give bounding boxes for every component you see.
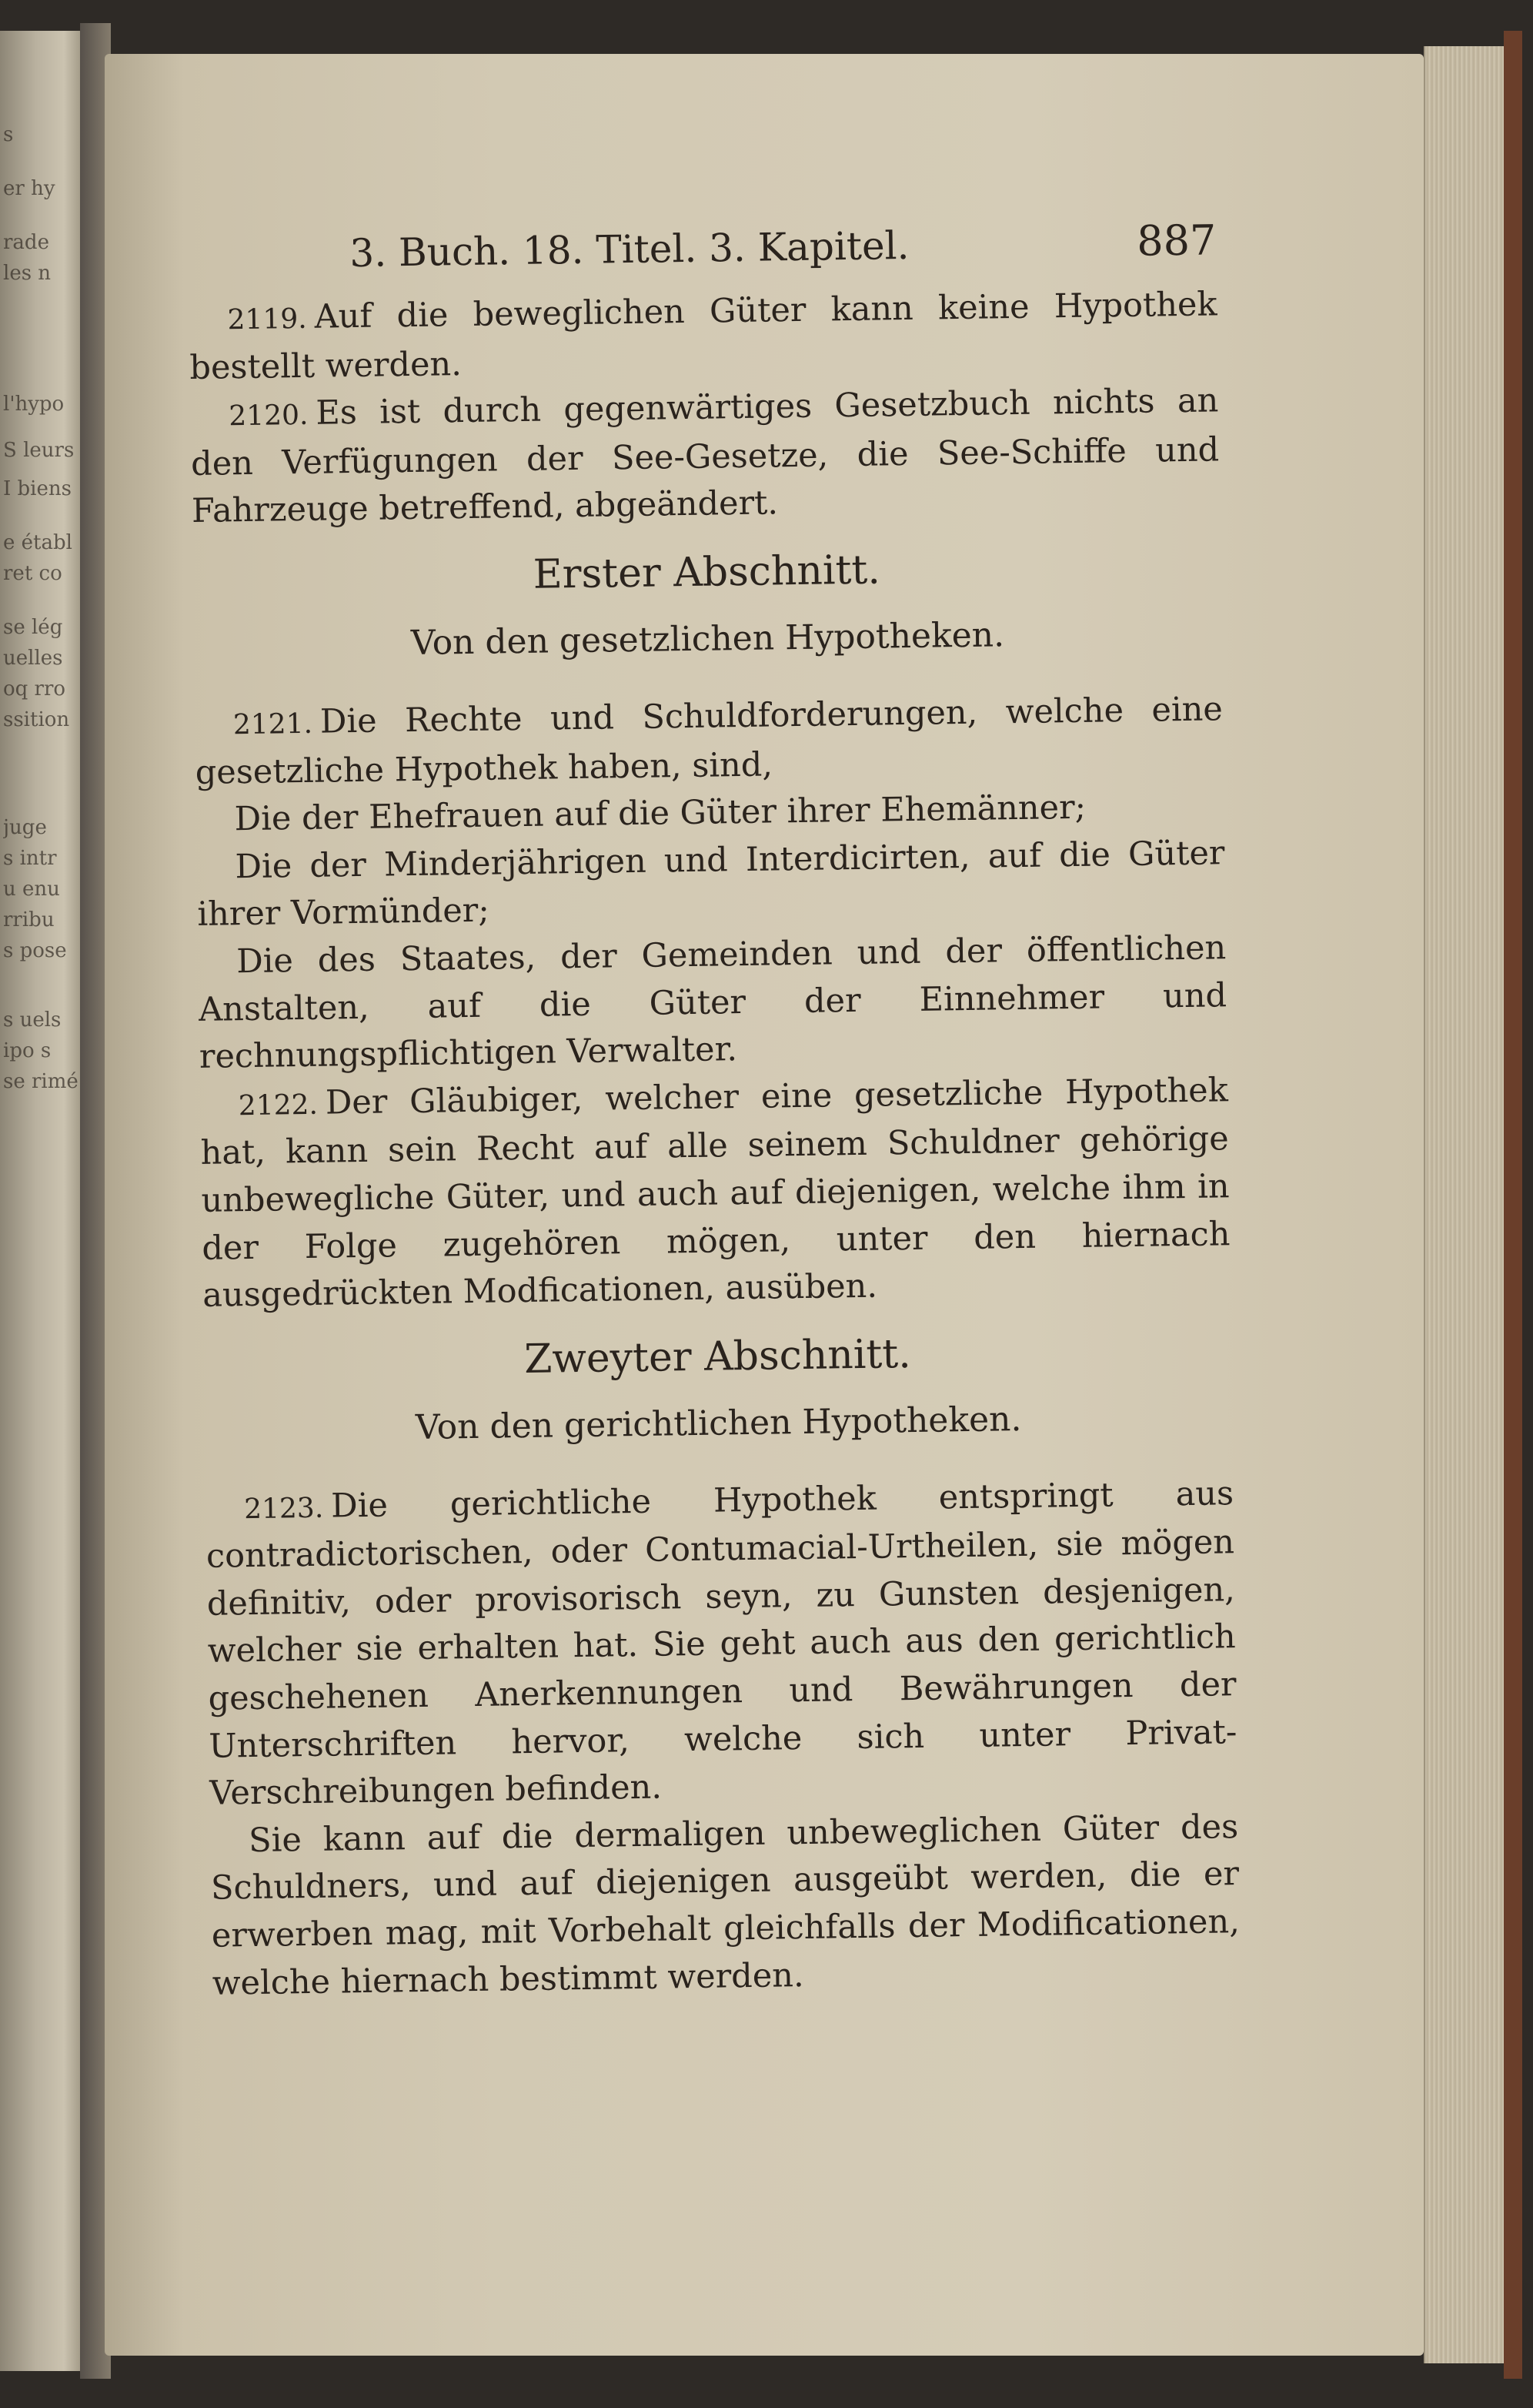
fragment: se rimé (3, 1070, 78, 1093)
fragment: S leurs (3, 439, 75, 462)
article-2120 (190, 378, 1220, 536)
article-2121 (195, 686, 1224, 797)
section-subtitle-2: Von den gerichtlichen Hypotheken. (415, 1399, 1022, 1447)
fragment: ssition (3, 708, 70, 731)
article-text: Die Rechte und Schuldforderungen, welche eine gesetzliche Hypothek haben, sind, (195, 690, 1224, 792)
article-2121-item: Die der Ehefrauen auf die Güter ihrer Ehemänner; (234, 788, 1087, 839)
page-number: 887 (1136, 216, 1217, 266)
section-title-1: Erster Abschnitt. (533, 547, 881, 598)
fragment: er hy (3, 177, 55, 200)
article-number: 2123. (243, 1492, 324, 1525)
fragment: s (3, 123, 14, 146)
fragment: s intr (3, 847, 57, 870)
article-number: 2121. (232, 707, 313, 741)
article-number: 2120. (229, 400, 309, 433)
section-subtitle-1: Von den gesetzlichen Hypotheken. (410, 615, 1005, 663)
article-2121-item: Die der Minderjährigen und Interdicirten, auf die Güter ihrer Vormünder; (197, 834, 1225, 935)
page-text (188, 216, 1241, 2008)
section-title-2: Zweyter Abschnitt. (523, 1330, 912, 1383)
fragment: l'hypo (3, 393, 65, 416)
fragment: rade (3, 231, 49, 254)
article-2123 (205, 1470, 1238, 1818)
book-cover-edge (1504, 31, 1522, 2379)
fragment: ret co (3, 562, 62, 585)
article-number: 2119. (227, 303, 307, 336)
article-number: 2122. (238, 1089, 319, 1122)
article-text: Die gerichtliche Hypothek entspringt aus contradictorischen, oder Contumacial-Urtheilen, sie mögen definitiv, oder provisorisch seyn, zu Gunsten desjenigen, welcher sie erhalten hat. Sie geht auch aus den gerichtlich geschehenen Anerkennungen und Bewährungen der Unterschriften hervor, welche sich unter Privat-Verschreibungen befinden. (205, 1473, 1237, 1814)
article-text: Der Gläubiger, welcher eine gesetzliche Hypothek hat, kann sein Recht auf alle seinem Schuldner gehörige unbewegliche Güter, und auch auf diejenigen, welche ihm in der Folge zugehören mögen, unter den hiernach ausgedrückten Modficationen, ausüben. (200, 1070, 1231, 1315)
fragment: I biens (3, 477, 72, 500)
fragment: e établ (3, 531, 72, 554)
facing-page-edge (0, 31, 80, 2371)
fragment: juge (3, 816, 47, 839)
article-2121-item: Die des Staates, der Gemeinden und der öffentlichen Anstalten, auf die Güter der Einnehmer und rechnungspflichtigen Verwalter. (198, 928, 1227, 1077)
fragment: rribu (3, 908, 55, 931)
article-text: Auf die beweglichen Güter kann keine Hypothek bestellt werden. (189, 285, 1217, 387)
fragment: se lég (3, 616, 63, 639)
fragment: s uels (3, 1008, 62, 1032)
fragment: uelles (3, 647, 63, 670)
article-text: Es ist durch gegenwärtiges Gesetzbuch nichts an den Verfügungen der See-Gesetze, die See-Schiffe und Fahrzeuge betreffend, abgeändert. (190, 381, 1220, 531)
fragment: u enu (3, 878, 60, 901)
fragment: ipo s (3, 1039, 52, 1062)
page-edges (1424, 46, 1505, 2363)
fragment: s pose (3, 939, 67, 962)
fragment: les n (3, 262, 52, 285)
article-2123-paragraph: Sie kann auf die dermaligen unbeweglichen Güter des Schuldners, und auf diejenigen ausgeübt werden, die er erwerben mag, mit Vorbehalt gleichfalls der Modificationen, welche hiernach bestimmt werden. (210, 1807, 1241, 2003)
fragment: oq rro (3, 677, 66, 701)
article-2122 (199, 1067, 1231, 1320)
facing-page-text (0, 31, 80, 2371)
article-2119 (189, 281, 1218, 392)
running-head-title: 3. Buch. 18. Titel. 3. Kapitel. (349, 222, 910, 276)
